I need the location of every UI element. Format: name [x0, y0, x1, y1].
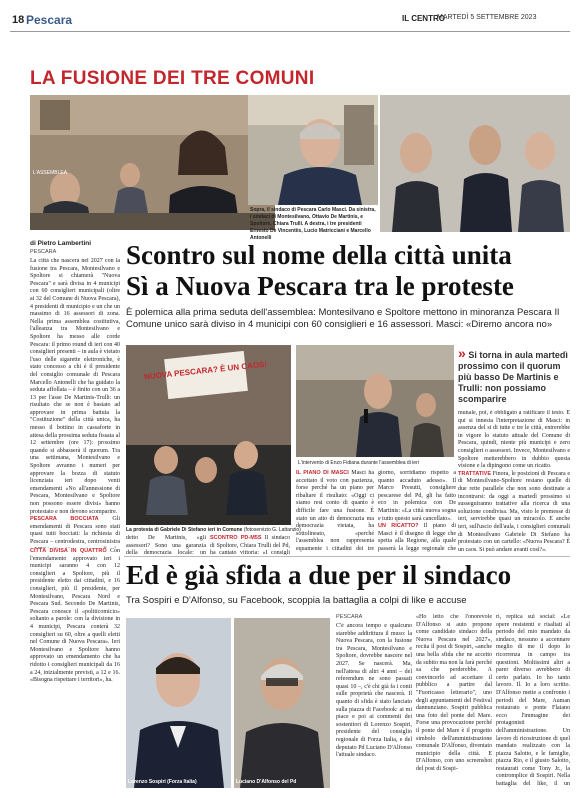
presidents-photo-image — [380, 95, 570, 232]
sospiri-photo — [126, 618, 231, 788]
dalfonso-photo-image — [234, 618, 330, 788]
article-2-column-2 — [416, 614, 492, 789]
subhead-2: Tra Sospiri e D'Alfonso, su Facebook, scoppia la battaglia a colpi di like e accuse — [126, 595, 467, 606]
article-2-column-1-text: C'è ancora tempo e qualcuno starebbe addirittura il muso: la Nuova Pescara, con la fusione tra Pescara, Montesilvano e Spoltore, dovrebbe nascere nel 2027. Se nascerà. Ma, nell'attesa di altri 4 anni – del referendum ne sono passati quasi 10 –, c'è chi già fa i conti sulle proprietà che nascerà. Il quanto di sfida è stato lanciato sulla piazza di Facebook: ai mi piace e poi ai commenti dei sostenitori di Lorenzo Sospiri, presidente del consiglio regionale di Forza Italia, e del deputato Pd Luciano D'Alfonso l'attuale sindaco. — [336, 623, 412, 759]
kicker: LA FUSIONE DEI TRE COMUNI — [30, 68, 315, 89]
article-1-column-3 — [296, 470, 374, 552]
masci-photo — [248, 95, 378, 205]
protest-sign-text: NUOVA PESCARA? È UN CAOS! — [143, 359, 268, 382]
masci-photo-image — [248, 95, 378, 205]
article-2-column-2-text: «Ho letto che l'onorevole D'Alfonso si auto propone come candidato sindaco della Nuova Pescara nel 2027», recita il post di Sospiri, «anche una bella sfida che ne accetto da subito ma non la farà perché sa che perderebbe. A convincerlo ad accettare il pubblico a partire dal "Fuoricasso letterario", uno degli appuntamenti del Festival dannunziano. Sospiri pubblica una foto del ponte del Mare. Forse una provocazione perché il ponte del Mare è il progetto simbolo dell'amministrazione comunale D'Alfonso, diventato municipio della città. E D'Alfonso, con uno screenshot del post di Sospi- — [416, 614, 492, 772]
article-1-column-4 — [378, 470, 456, 552]
dalfonso-caption: Luciano D'Alfonso del Pd — [236, 779, 297, 785]
protest-photo-caption — [126, 527, 301, 534]
article-1-lead-pescara-bocciata: PESCARA BOCCIATA — [30, 516, 99, 523]
article-1-lead-scontro: SCONTRO PD-M5S — [210, 535, 262, 541]
presidents-photo — [380, 95, 570, 232]
byline-section: PESCARA — [30, 249, 57, 255]
speaker-photo — [296, 345, 454, 457]
page-number: 18 — [12, 14, 25, 26]
subhead-1: È polemica alla prima seduta dell'assemblea: Montesilvano e Spoltore mettono in minoranza Pescara Il Comune unico sarà diviso in 4 municipi con 60 consiglieri e 16 assessori. Masci: «Diremo ancora no» — [126, 307, 560, 330]
headline-1-line-2: Sì a Nuova Pescara tra le proteste — [126, 271, 514, 301]
article-1-column-4-text: giorno, sorridiamo rispetto a quanto accaduto adesso». Il Marco Presutti, consigliere pescarese del Pd, gli ha fatto eco in polemica con De Martinis: «La città nuova sogna e tutto questo sarà cancellato». — [378, 470, 456, 522]
article-1-lead-piano: IL PIANO DI MASCI — [296, 470, 349, 476]
article-1-lead-ricatto: UN RICATTO? — [378, 523, 419, 530]
article-2-column-1 — [336, 623, 412, 789]
sospiri-photo-image — [126, 618, 231, 788]
section-name: Pescara — [26, 13, 73, 27]
article-2-column-3 — [496, 614, 570, 789]
article-1-column-1-text-b: Gli emendamenti di Pescara sono stati quasi tutti bocciati: la richiesta di Pescara – centrodestra, centrosinistra — [30, 516, 120, 545]
headline-2: Ed è già sfida a due per il sindaco — [126, 560, 512, 590]
issue-date: MARTEDÌ 5 SETTEMBRE 2023 — [437, 14, 537, 21]
pull-quote-text: Si torna in aula martedì prossimo con il quorum più basso De Martinis e Trulli: non possiamo scomparire — [458, 350, 568, 404]
article-1-column-5 — [458, 410, 570, 552]
top-photo-caption: Sopra, il sindaco di Pescara Carlo Masci. Da sinistra, i sindaci di Montesilvano, Ottavio De Martinis, e Spoltore, Chiara Trulli. A destra, i tre presidenti Ernesto De Vincentiis, Lucio Matricciani e Marcello Antonelli — [250, 207, 376, 241]
speaker-photo-image — [296, 345, 454, 457]
article-1-column-5-text-b: Finora, le posizioni di Pescara e di Montesilvano-Spoltore restano quelle di due rette parallele che non sono destinate a incontrarsi: da oggi a martedì prossimo si susseguiranno trattative alla ricerca di una soluzione condivisa. Ma, visto le premesse di ieri, servirebbe quasi un miracolo. E anche ieri, sull'uscio dell'aula, i consiglieri comunali di Montesilvano Gabriele Di Stefano ha protestato con un cartello: «Nuova Pescara? È un caos. Si può andare avanti così?». — [458, 470, 570, 552]
speaker-photo-caption: L'intervento di Enzo Fidiana durante l'assemblea di ieri — [298, 460, 419, 466]
assembly-photo-left-image — [30, 95, 275, 230]
headline-1 — [126, 240, 514, 302]
article-1-column-5-text: munale, poi, è obbligato a ratificare il testo. E qui si innesta l'interpretazione di Masci: in assenza del si di tutte e tre le città, entrerebbe in vigore lo statuto attuale del Comune di Pescara, quindi, niente più municipi e zero consiglieri o assessori. Invece, Montesilvano e Spoltore metterebbero in dubbio questa visione e la dipingono come un ricatto. — [458, 410, 570, 470]
newspaper-logo: IL CENTRO — [402, 14, 445, 23]
assembly-photo-left — [30, 95, 275, 230]
article-1-column-1-text-c: Con l'emendamento approvato ieri i municipi saranno 4 con 12 consiglieri a Spoltore, più il presidente eletto dai cittadini, e 16 consiglieri, più il presidente, per Montesilvano, Pescara Nord e Pescara Sud. Secondo De Martinis, Pescara conosce il «politicomicio» soltanto a parole: con la divisione in 4 municipi, Pescara conterà 32 consiglieri su 60, oltre a quelli eletti nel Comune di Nuova Pescara». Ieri Montesilvano e Spoltore hanno approvato un emendamento che ha ridotto i consiglieri municipali da 16 a 24, inizialmente previsti, a 12 e 16. «Bisogna rispettare i territori», ha. — [30, 548, 120, 684]
article-1-column-2-text: detto De Martinis, «gli assessori? Sono una garanzia della democrazia locale: un — [126, 535, 206, 555]
article-1-column-1 — [30, 258, 120, 548]
top-photo-credit: L'ASSEMBLEA — [33, 170, 68, 176]
article-2-divider — [124, 556, 570, 557]
dalfonso-photo — [234, 618, 330, 788]
page-header — [0, 0, 580, 38]
pull-quote-mark-icon: » — [458, 345, 466, 361]
article-1-column-3-text: Masci ha accettato il voto con pazienza, forse perché ha un piano per ribaltare il risultato: «Oggi ci siamo resi conto di quanto è difficile fare una fusione. È stato un atto di democrazia ma democrazia vietata, ha sottolineato, «perché l'assemblea non rappresenta equamente i cittadini dei tre — [296, 470, 374, 552]
protest-photo-image — [126, 345, 291, 525]
protest-photo-credit: (fotoservizio G. Lattanzio) — [243, 527, 301, 533]
article-1-column-4-text-b: Il piano di Masci è il disegno di legge che spetta alla Regione, alla quale passerà la legge regionale che — [378, 523, 456, 552]
article-1-lead-citta-divisa: CITTÀ DIVISA IN QUATTRO — [30, 548, 107, 554]
protest-photo — [126, 345, 291, 525]
article-1-lead-trattative: TRATTATIVE — [458, 470, 491, 477]
article-1-column-2b — [210, 535, 290, 555]
article-1-column-1-cont — [30, 548, 120, 788]
article-2-section: PESCARA — [336, 614, 363, 620]
article-2-column-3-text-b: Nella battaglia del like, il un — [496, 773, 570, 788]
sospiri-caption: Lorenzo Sospiri (Forza Italia) — [128, 779, 197, 785]
protest-photo-caption-text: La protesta di Gabriele Di Stefano ieri in Comune — [126, 527, 243, 533]
pull-quote — [458, 345, 570, 405]
article-1-column-2b-text: Il sindaco di Spoltore, Chiara Trulli del Pd, ha cantato vittoria: «I consigli — [210, 535, 290, 555]
article-1-column-1-text: La città che nascerà nel 2027 con la fusione tra Pescara, Montesilvano e Spoltore si chiamerà "Nuova Pescara" e sarà divisa in 4 municipi con 60 consiglieri municipali (oltre ai 32 del Comune di Nuova Pescara), 4 presidenti di municipio e un che un massimo di 16 assessori di zona. Nella prima assemblea costitutiva, l'alleanza tra Montesilvano e Spoltore ha messo alle corde Pescara: il primo round di ieri con 40 consiglieri presenti – in aula è vietato l'uso delle sigarette elettroniche, è stato concesso a chi è il presidente del consiglio comunale di Pescara Marcello Antonelli che ha guidato la seduta affollata – è finito con un 36 a 13 per l'asse De Martinis-Trulli: un risultato che se non è bastato ad approvare in prima battuta la "Costituzione" della città unica, ha messo il bottino in cassaforte in attesa della prossima seduta fissata al 12 settembre (ore 17): prossimo quando si abbasserà il quorum. Tra una settimana, Montesilvano e Spoltore avranno i numeri per approvare la bozza di statuto licenziata ieri dopo venti emendamenti «No all'annessione di Pescara, Montesilvano e Spoltore non possono essere divisi» hanno protestato e non devono scomparire. — [30, 258, 120, 515]
header-divider — [10, 31, 570, 32]
headline-1-line-1: Scontro sul nome della città unita — [126, 240, 512, 270]
article-2-column-3-text: ri, replica sui social: «Le opere resistenti e risaltati al periodo del mio mandato da sindaco, nessuno a accennare meglio di me il dopo lo ricorrenza in campo tra questioni. Moltissimi altri a parer diverso avrebbero di certo parlato. Io ho tanto lavoro. Il. Io a loro scritto. D'Alfonso mette a confronto i periodi del Mare, Auman restaurato e ponte Flaiano ecco l'immagine dei protagonisti dell'amministrazione. Un lavoro di ricostruzione di quel mandato realizzato con la piazza Salotto, e le famiglie, piazza Rio, e il giusto Salotto, restaurati come Tony Jr., la contromplice di Sospiri. — [496, 614, 570, 780]
byline: di Pietro Lambertini — [30, 240, 92, 247]
article-1-column-2 — [126, 535, 206, 555]
